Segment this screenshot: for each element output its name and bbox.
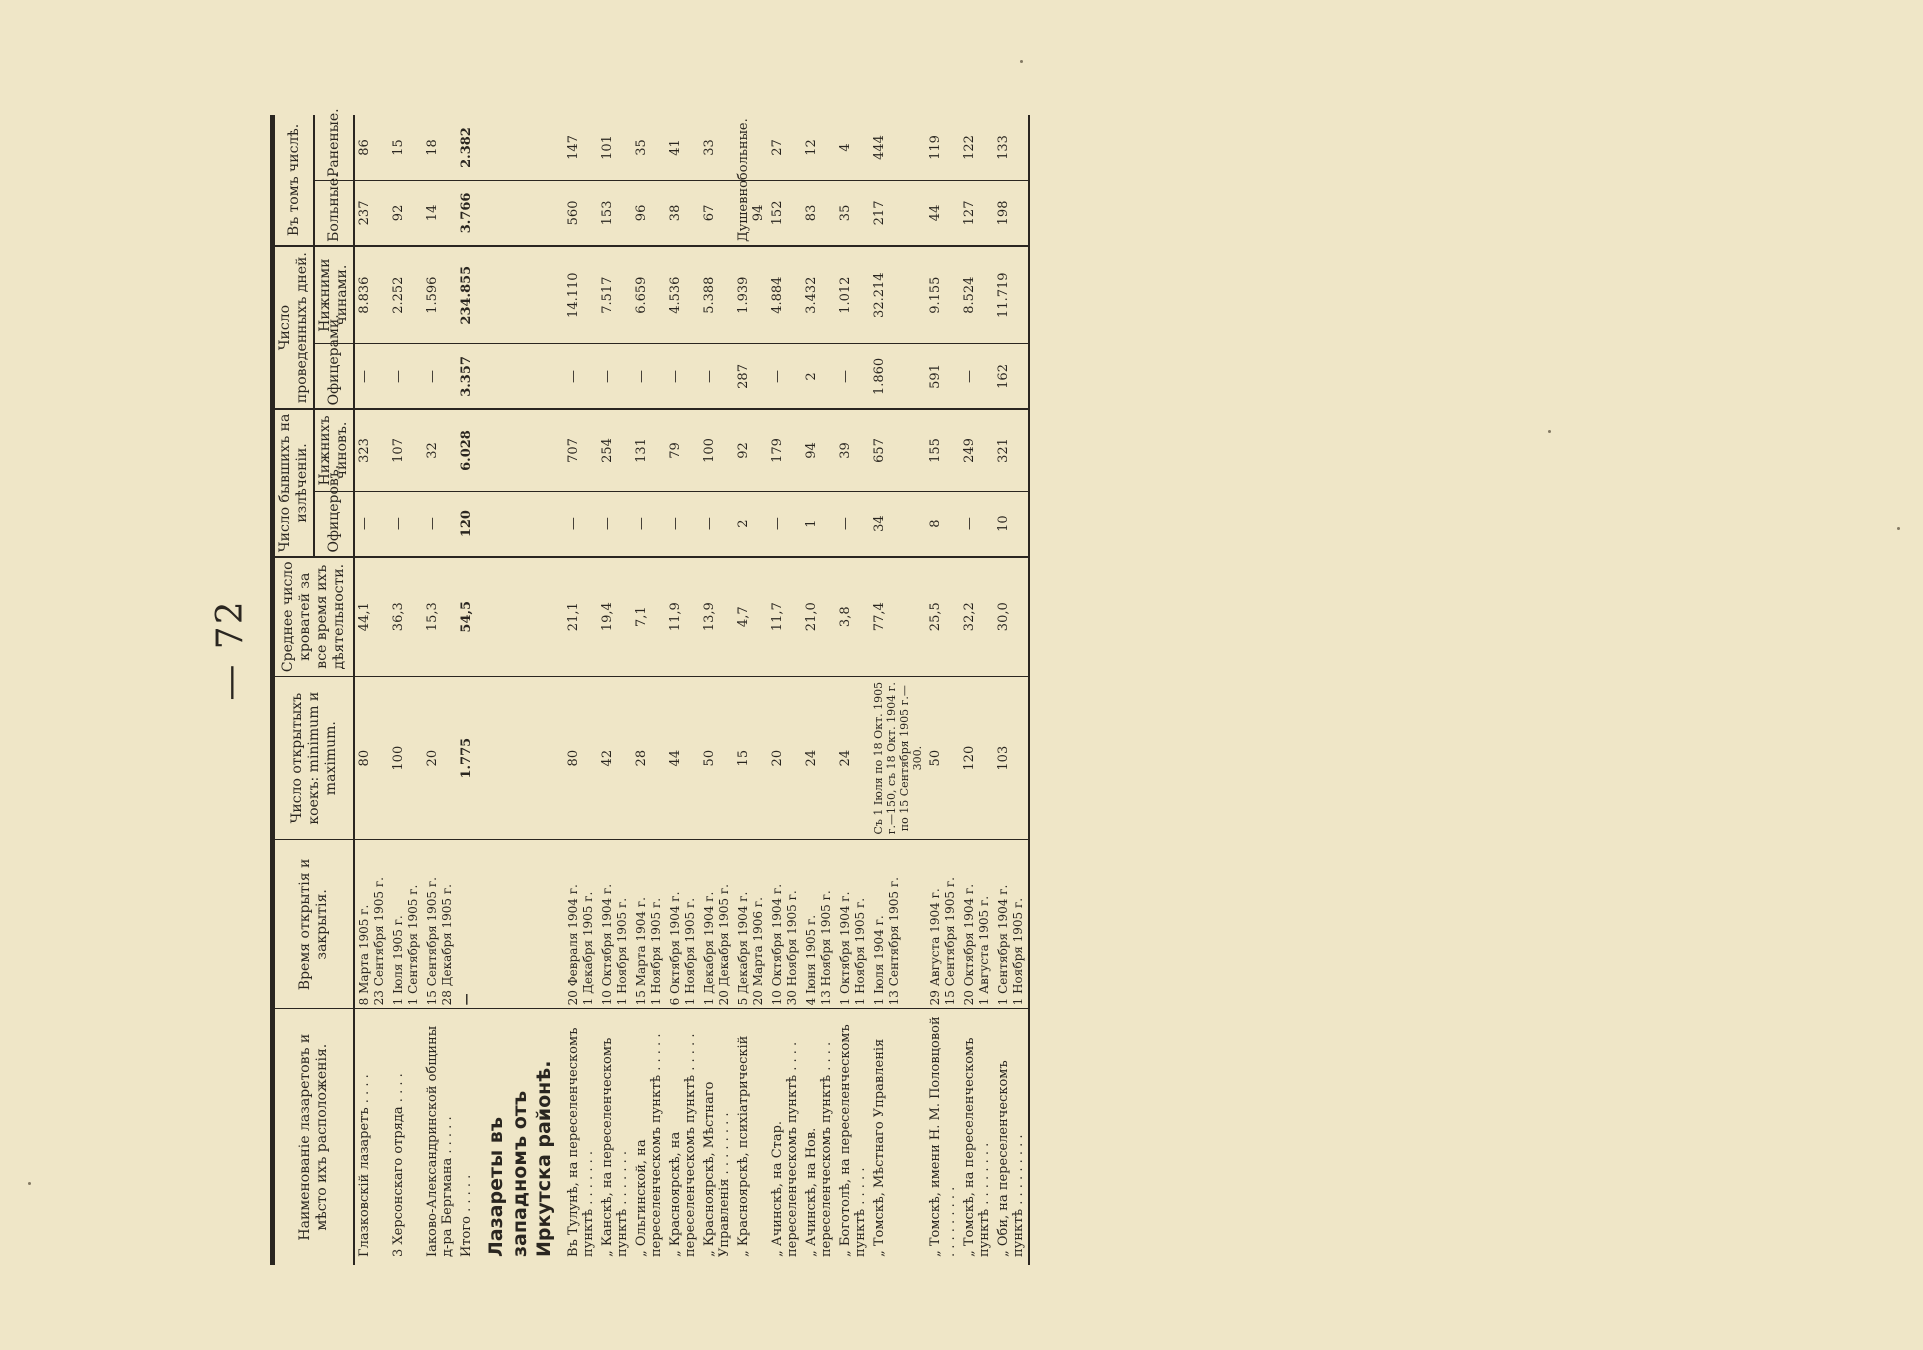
paper-speck (1897, 527, 1900, 530)
cell-avg: 13,9 (700, 557, 734, 677)
cell-wound: 33 (702, 139, 717, 156)
cell-beds: 50 (700, 676, 734, 840)
cell-lowd: 2.252 (389, 246, 423, 344)
cell-low: 32 (423, 409, 457, 491)
empty-cell (476, 246, 564, 344)
cell-wound: 119 (928, 135, 943, 160)
cell-lowd: 11.719 (994, 246, 1029, 344)
cell-wound: 133 (994, 115, 1029, 180)
page-number: — 72 — (210, 599, 292, 701)
cell-off: — (768, 491, 802, 556)
cell-name: „ Оби, на переселенческомъ пунктѣ . . . . . . . . . (994, 1009, 1029, 1265)
cell-wound: 35 (634, 139, 649, 156)
cell-time: 1 Іюля 1904 г. 13 Сентября 1905 г. (870, 840, 926, 1009)
section-title: Лазареты въ западномъ отъ Иркутска районѣ. (476, 1009, 564, 1265)
empty-cell (476, 344, 564, 409)
cell-avg: 11,9 (666, 557, 700, 677)
cell-offd: — (960, 344, 994, 409)
cell-sick: 35 (836, 180, 870, 245)
cell-off: 34 (870, 491, 926, 556)
col-header-avg: Среднее число кроватей за все время ихъ дѣятельности. (273, 557, 355, 677)
cell-lowd: 32.214 (870, 246, 926, 344)
cell-lowd: 1.012 (836, 246, 870, 344)
empty-cell (476, 840, 564, 1009)
cell-time: 10 Октября 1904 г. 30 Ноября 1905 г. (768, 840, 802, 1009)
cell-time: 10 Октября 1904 г. 1 Ноября 1905 г. (598, 840, 632, 1009)
col-header-lower: Нижнихъ чиновъ. (314, 409, 354, 491)
cell-sick: 3.766 (457, 180, 476, 245)
cell-sick: 198 (994, 180, 1029, 245)
cell-offd: 1.860 (870, 344, 926, 409)
cell-time: 20 Февраля 1904 г. 1 Декабря 1905 г. (564, 840, 598, 1009)
table-row (926, 115, 960, 1265)
cell-lowd: 5.388 (700, 246, 734, 344)
empty-cell (476, 557, 564, 677)
cell-off: 10 (994, 491, 1029, 556)
cell-sick: 44 (926, 180, 960, 245)
cell-wound: 147 (566, 135, 581, 160)
table-row (564, 115, 598, 1265)
cell-offd: — (423, 344, 457, 409)
cell-avg: 3,8 (836, 557, 870, 677)
cell-sick: 83 (802, 180, 836, 245)
empty-cell (476, 115, 564, 180)
cell-lowd: 1.939 (734, 246, 768, 344)
cell-off: 2 (734, 491, 768, 556)
col-header-beds: Число открытыхъ коекъ: minimum и maximum. (273, 676, 355, 840)
cell-lowd: 6.659 (632, 246, 666, 344)
cell-offd: — (564, 344, 598, 409)
cell-beds: 20 (423, 676, 457, 840)
cell-low: 179 (768, 409, 802, 491)
cell-beds: 24 (836, 676, 870, 840)
cell-offd: — (836, 344, 870, 409)
table-row (870, 115, 926, 1265)
cell-name: Глазковскій лазаретъ . . . . (354, 1009, 389, 1265)
cell-name: „ Ачинскѣ, на Нов. переселенческомъ пунктѣ . . . . (802, 1009, 836, 1265)
cell-wound: 12 (804, 139, 819, 156)
section-row (476, 115, 564, 1265)
cell-time: 29 Августа 1904 г. 15 Сентября 1905 г. (926, 840, 960, 1009)
cell-low: 321 (994, 409, 1029, 491)
cell-beds: 80 (564, 676, 598, 840)
cell-off: — (700, 491, 734, 556)
cell-wound: 86 (357, 139, 372, 156)
cell-sick: 217 (870, 180, 926, 245)
cell-low: 100 (700, 409, 734, 491)
table-row (423, 115, 457, 1265)
cell-beds: Съ 1 Іюля по 18 Окт. 1905 г.—150, съ 18 Окт. 1904 г. по 15 Сентября 1905 г.—300. (870, 676, 926, 840)
paper-speck (1548, 430, 1551, 433)
paper-speck (1020, 60, 1023, 63)
cell-offd: — (768, 344, 802, 409)
cell-avg: 77,4 (870, 557, 926, 677)
cell-time: 8 Марта 1905 г. 23 Сентября 1905 г. (354, 840, 389, 1009)
cell-lowd: 9.155 (926, 246, 960, 344)
cell-avg: 7,1 (632, 557, 666, 677)
cell-beds: 103 (994, 676, 1029, 840)
cell-offd: 591 (926, 344, 960, 409)
col-header-name: Наименованіе лазаретовъ и мѣсто ихъ расположенія. (273, 1009, 355, 1265)
cell-off: — (598, 491, 632, 556)
col-header-sick: Больные. (314, 180, 354, 245)
table-row (960, 115, 994, 1265)
cell-beds: 24 (802, 676, 836, 840)
cell-low: 254 (598, 409, 632, 491)
cell-off: — (666, 491, 700, 556)
cell-name: „ Томскѣ, Мѣстнаго Управленія (870, 1009, 926, 1265)
cell-time: 1 Іюля 1905 г. 1 Сентября 1905 г. (389, 840, 423, 1009)
col-header-days: Число проведенныхъ дней. (273, 246, 315, 410)
cell-avg: 15,3 (423, 557, 457, 677)
empty-cell (476, 180, 564, 245)
cell-time: 1 Сентября 1904 г. 1 Ноября 1905 г. (994, 840, 1029, 1009)
cell-offd: 2 (802, 344, 836, 409)
cell-low: 6.028 (457, 409, 476, 491)
cell-name: 3 Херсонскаго отряда . . . . (389, 1009, 423, 1265)
cell-wound: 2.382 (459, 127, 474, 168)
cell-name: „ Томскѣ, на переселенческомъ пунктѣ . . . . . . . . (960, 1009, 994, 1265)
cell-avg: 19,4 (598, 557, 632, 677)
col-header-wounded: Раненые. (314, 115, 354, 180)
cell-low: 107 (389, 409, 423, 491)
cell-lowd: 7.517 (598, 246, 632, 344)
cell-beds: 20 (768, 676, 802, 840)
cell-beds: 44 (666, 676, 700, 840)
cell-beds: 50 (926, 676, 960, 840)
cell-lowd: 234.855 (457, 246, 476, 344)
cell-name: „ Канскѣ, на переселенческомъ пунктѣ . . . . . . . (598, 1009, 632, 1265)
cell-offd: — (666, 344, 700, 409)
col-header-incl: Въ томъ числѣ. (273, 115, 315, 246)
cell-time: — (457, 840, 476, 1009)
cell-offd: — (632, 344, 666, 409)
cell-sick: 96 (632, 180, 666, 245)
cell-lowd: 8.836 (354, 246, 389, 344)
cell-time: 20 Октября 1904 г. 1 Августа 1905 г. (960, 840, 994, 1009)
cell-sick: 153 (598, 180, 632, 245)
cell-wound: 122 (962, 135, 977, 160)
paper-speck (28, 1182, 31, 1185)
cell-sick: 92 (389, 180, 423, 245)
table-row (598, 115, 632, 1265)
cell-sick: 560 (564, 180, 598, 245)
table-row (734, 115, 768, 1265)
cell-time: 15 Сентября 1905 г. 28 Декабря 1905 г. (423, 840, 457, 1009)
cell-avg: 32,2 (960, 557, 994, 677)
cell-time: 4 Іюня 1905 г. 13 Ноября 1905 г. (802, 840, 836, 1009)
cell-wound: 15 (391, 139, 406, 156)
cell-off: 120 (457, 491, 476, 556)
table-row (994, 115, 1029, 1265)
cell-low: 323 (354, 409, 389, 491)
cell-offd: — (354, 344, 389, 409)
table-row (802, 115, 836, 1265)
table-row (389, 115, 423, 1265)
cell-off: — (389, 491, 423, 556)
table-row (354, 115, 389, 1265)
cell-off: 8 (926, 491, 960, 556)
cell-wound: 4 (838, 143, 853, 152)
cell-name: „ Ачинскѣ, на Стар. переселенческомъ пунктѣ . . . . (768, 1009, 802, 1265)
cell-time: 1 Декабря 1904 г. 20 Декабря 1905 г. (700, 840, 734, 1009)
cell-offd: — (598, 344, 632, 409)
table-row (768, 115, 802, 1265)
header-row-1 (273, 115, 315, 1265)
cell-beds: 100 (389, 676, 423, 840)
empty-cell (476, 409, 564, 491)
cell-off: 1 (802, 491, 836, 556)
cell-name: „ Красноярскѣ, психіатрическій (734, 1009, 768, 1265)
cell-beds: 80 (354, 676, 389, 840)
table-row (666, 115, 700, 1265)
cell-offd: — (389, 344, 423, 409)
table-row (700, 115, 734, 1265)
empty-cell (476, 491, 564, 556)
total-row (457, 115, 476, 1265)
cell-off: — (960, 491, 994, 556)
cell-avg: 21,1 (564, 557, 598, 677)
cell-low: 707 (564, 409, 598, 491)
cell-time: 15 Марта 1904 г. 1 Ноября 1905 г. (632, 840, 666, 1009)
cell-sick: 38 (666, 180, 700, 245)
cell-avg: 30,0 (994, 557, 1029, 677)
cell-wound: 18 (425, 139, 440, 156)
cell-name: „ Красноярскѣ, Мѣстнаго Управленія . . . . . . . . (700, 1009, 734, 1265)
cell-avg: 11,7 (768, 557, 802, 677)
cell-avg: 25,5 (926, 557, 960, 677)
cell-off: — (836, 491, 870, 556)
cell-beds: 28 (632, 676, 666, 840)
cell-lowd: 1.596 (423, 246, 457, 344)
cell-name: Въ Тулунѣ, на переселенческомъ пунктѣ . . . . . . . (564, 1009, 598, 1265)
cell-offd: 3.357 (457, 344, 476, 409)
cell-lowd: 4.536 (666, 246, 700, 344)
cell-wound: 444 (872, 135, 887, 160)
cell-wound: 27 (770, 139, 785, 156)
cell-sick: Душевнобольные. 94 (734, 180, 768, 245)
col-header-time: Время открытія и закрытія. (273, 840, 355, 1009)
cell-low: 92 (734, 409, 768, 491)
cell-lowd: 3.432 (802, 246, 836, 344)
cell-beds: 1.775 (457, 676, 476, 840)
cell-beds: 15 (734, 676, 768, 840)
cell-avg: 4,7 (734, 557, 768, 677)
cell-off: — (564, 491, 598, 556)
cell-offd: 287 (734, 344, 768, 409)
cell-sick: 152 (768, 180, 802, 245)
cell-low: 94 (802, 409, 836, 491)
empty-cell (476, 676, 564, 840)
cell-name: Іаково-Александринской общины д-ра Бергмана . . . . . (423, 1009, 457, 1265)
cell-lowd: 8.524 (960, 246, 994, 344)
cell-wound: 101 (600, 135, 615, 160)
hospital-table (270, 108, 1030, 1265)
cell-beds: 120 (960, 676, 994, 840)
cell-offd: — (700, 344, 734, 409)
cell-name: „ Боготолѣ, на переселенческомъ пунктѣ . . . . . (836, 1009, 870, 1265)
cell-name: „ Ольгинской, на переселенческомъ пунктѣ . . . . . (632, 1009, 666, 1265)
cell-low: 79 (666, 409, 700, 491)
cell-beds: 42 (598, 676, 632, 840)
cell-avg: 54,5 (457, 557, 476, 677)
col-header-lower-days: Нижними чинами. (314, 246, 354, 344)
cell-name: Итого . . . . . (457, 1009, 476, 1265)
cell-sick: 127 (960, 180, 994, 245)
cell-name: „ Томскѣ, имени Н. М. Половцовой . . . . . . . . . (926, 1009, 960, 1265)
cell-sick: 14 (423, 180, 457, 245)
cell-wound: 41 (668, 139, 683, 156)
cell-sick: 237 (354, 180, 389, 245)
table-body (354, 115, 1029, 1265)
cell-time: 5 Декабря 1904 г. 20 Марта 1906 г. (734, 840, 768, 1009)
cell-lowd: 14.110 (564, 246, 598, 344)
cell-low: 131 (632, 409, 666, 491)
cell-sick: 67 (700, 180, 734, 245)
table-row (632, 115, 666, 1265)
cell-low: 39 (836, 409, 870, 491)
col-header-treated: Число бывшихъ на излѣченіи. (273, 409, 315, 556)
table-row (836, 115, 870, 1265)
rotated-page-content (190, 108, 1740, 1265)
col-header-officer-days: Офицерами. (314, 344, 354, 409)
cell-low: 657 (870, 409, 926, 491)
cell-offd: 162 (994, 344, 1029, 409)
col-header-officers: Офицеровъ. (314, 491, 354, 556)
cell-low: 155 (926, 409, 960, 491)
cell-time: 6 Октября 1904 г. 1 Ноября 1905 г. (666, 840, 700, 1009)
cell-avg: 36,3 (389, 557, 423, 677)
cell-name: „ Красноярскѣ, на переселенческомъ пунктѣ . . . . . (666, 1009, 700, 1265)
cell-avg: 21,0 (802, 557, 836, 677)
cell-lowd: 4.884 (768, 246, 802, 344)
cell-off: — (354, 491, 389, 556)
cell-time: 1 Октября 1904 г. 1 Ноября 1905 г. (836, 840, 870, 1009)
cell-avg: 44,1 (354, 557, 389, 677)
cell-off: — (632, 491, 666, 556)
cell-low: 249 (960, 409, 994, 491)
cell-off: — (423, 491, 457, 556)
